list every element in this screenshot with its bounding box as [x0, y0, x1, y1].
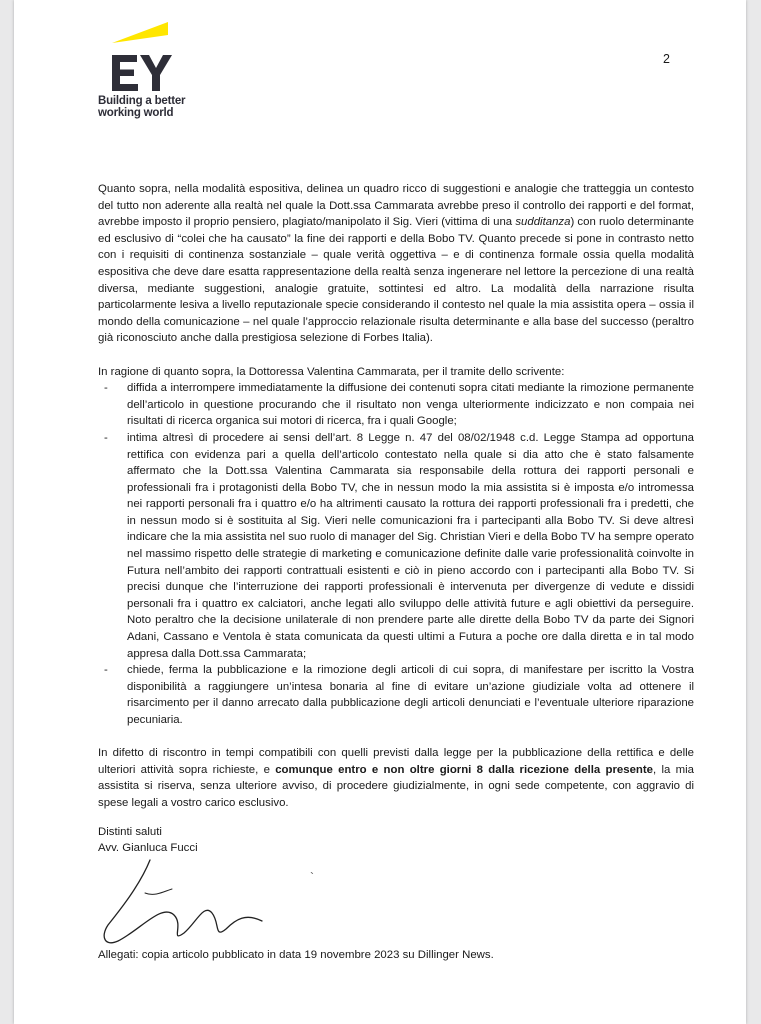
signer-name: Avv. Gianluca Fucci — [98, 842, 198, 855]
page-number: 2 — [663, 52, 670, 66]
letter-body — [98, 181, 694, 857]
text-run: In difetto di riscontro in tempi compatibili con quelli previsti dalla legge per la pubblicazione della rettifica e delle ulteriori attività sopra richieste, e — [98, 747, 694, 776]
attachments-note: Allegati: copia articolo pubblicato in data 19 novembre 2023 su Dillinger News. — [98, 949, 494, 961]
text-run: ) con ruolo determinante ed esclusivo di “colei che ha causato” la fine dei rapporti e della Bobo TV. Quanto precede si pone in contrasto netto con i requisiti di continenza sostanziale – quale verità oggettiva – e di continenza formale ossia quella modalità espositiva che deve dare esatta rappresentazione della realtà senza ingenerare nel lettore la percezione di una realtà diversa, mediante suggestioni, analogie gratuite, sottintesi ed altro. La modalità della narrazione risulta particolarmente lesiva a livello reputazionale specie considerando il contesto nel quale la mia assistita opera – ossia il mondo della comunicazione – nel quale l’approccio relazionale risulta determinante e alla base del successo (peraltro già riconosciuto anche dalla prestigiosa selezione di Forbes Italia). — [98, 216, 694, 345]
list-item-diffida: - diffida a interrompere immediatamente la diffusione dei contenuti sopra citati mediante la rimozione permanente dell’articolo in questione procurando che il risultato non venga ulteriormente indicizzato e non compaia nei risultati di ricerca organica sui motori di ricerca, fra i quali Google; — [104, 382, 694, 428]
handwritten-signature — [100, 855, 300, 955]
list-item-intesa: - chiede, ferma la pubblicazione e la rimozione degli articoli di cui sopra, di manifestare per iscritto la Vostra disponibilità a raggiungere un’intesa bonaria al fine di evitare un’azione giudiziale volta ad ottenere il risarcimento per il danno arrecato dalla pubblicazione degli articoli denunciati e l’eventuale ulteriore riparazione pecuniaria. — [104, 664, 694, 726]
text-run: sudditanza — [515, 216, 571, 229]
document-page — [14, 0, 746, 1024]
list-item-rettifica: - intima altresì di procedere ai sensi dell’art. 8 Legge n. 47 del 08/02/1948 c.d. Legge Stampa ad opportuna rettifica con evidenza pari a quella dell’articolo contestato nella quale si dia atto che è stato falsamente affermato che la Dott.ssa Valentina Cammarata sia responsabile della rottura dei rapporti personali e professionali fra i protagonisti della Bobo TV, che in nessun modo la mia assistita si è imposta e/o intromessa nei rapporti personali fra i quattro e/o ha altrimenti causato la rottura dei rapporti professionali fra i predetti, che in nessun modo si è sostituita al Sig. Vieri nelle comunicazioni fra i partecipanti alla Bobo TV. Si deve altresì indicare che la mia assistita nel suo ruolo di manager del Sig. Christian Vieri e della Bobo TV ha sempre operato nel massimo rispetto delle strategie di marketing e comunicazione definite dalle varie professionalità coinvolte in Futura nell’ambito dei rapporti contrattuali esistenti e ciò in pieno accordo con i partecipanti alla Bobo TV. Si precisi dunque che l’interruzione dei rapporti professionali è intervenuta per divergenze di vedute e dissidi personali fra i quattro ex calciatori, anche legati allo sviluppo delle attività future e agli obiettivi da perseguire. Noto peraltro che la decisione unilaterale di non prendere parte alle dirette della Bobo TV da parte dei Signori Adani, Cassano e Ventola è stata comunicata da questi ultimi a Futura a poche ore dalla diretta e in tal modo appresa dalla Dott.ssa Cammarata; — [104, 431, 694, 660]
paragraph-requests-intro: In ragione di quanto sopra, la Dottoressa Valentina Cammarata, per il tramite dello scrivente: — [98, 365, 565, 378]
ey-logo-mark — [98, 16, 208, 96]
text-run: comunque entro e non oltre giorni 8 dalla ricezione della presente — [275, 763, 653, 776]
tagline-line-2: working world — [98, 107, 174, 119]
paragraph-deadline — [98, 745, 694, 811]
paragraph-assessment — [98, 181, 694, 347]
logo-yellow-beam — [112, 22, 168, 43]
closing-block — [98, 824, 694, 857]
ink-mark: ` — [310, 870, 314, 884]
tagline-line-1: Building a better — [98, 95, 186, 107]
text-run: Quanto sopra, nella modalità espositiva, delinea un quadro ricco di suggestioni e analogie che tratteggia un contesto del tutto non aderente alla realtà nel quale la Dott.ssa Cammarata avrebbe preso il controllo dei rapporti e del format, avrebbe imposto il proprio pensiero, plagiato/manipolato il Sig. Vieri (vittima di una — [98, 183, 694, 229]
text-run: , la mia assistita si riserva, senza ulteriore avviso, di procedere giudizialmente, in ogni sede competente, con aggravio di spese legali a vostro carico esclusivo. — [98, 763, 694, 809]
salutation: Distinti saluti — [98, 825, 162, 838]
requests-list — [98, 380, 694, 728]
logo-tagline — [98, 95, 185, 119]
